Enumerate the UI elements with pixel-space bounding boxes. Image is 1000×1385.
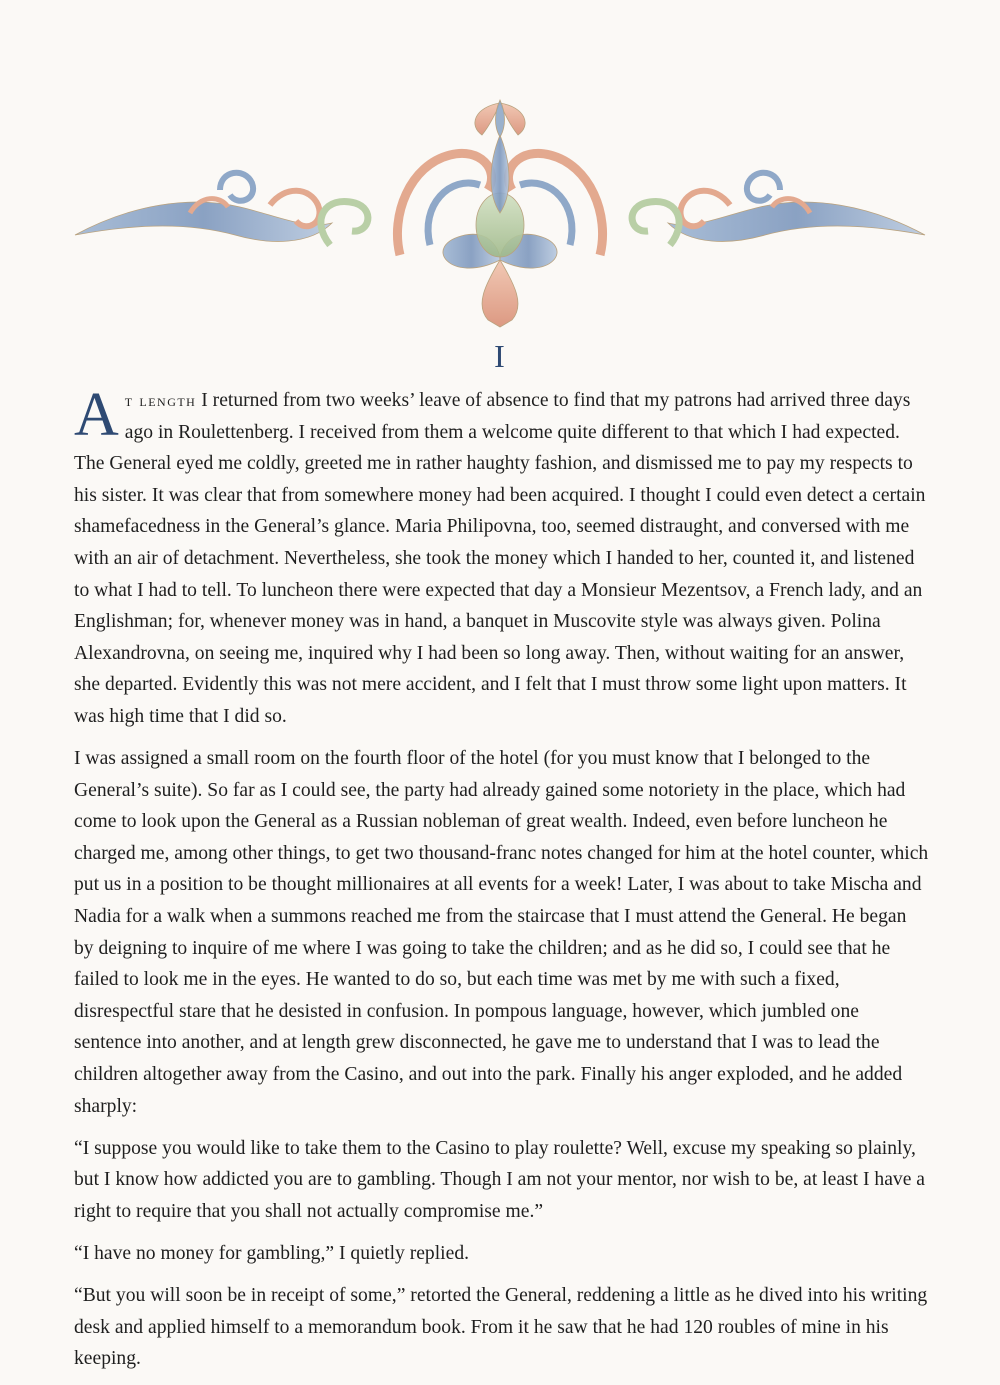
paragraph: “But you will soon be in receipt of some,” retorted the General, reddening a little as he dived into his writing desk and applied himself to a memorandum book. From it he saw that he had 120 roubles of mine in his keeping. [74,1285,928,1370]
paragraph: “I suppose you would like to take them to the Casino to play roulette? Well, excuse my speaking so plainly, but I know how addicted you are to gambling. Though I am not your mentor, nor wish to be, at least I have a right to require that you shall not actually compromise me.” [74,1137,925,1222]
chapter-text [74,381,930,1385]
paragraph: “I have no money for gambling,” I quietly replied. [74,1242,470,1264]
floral-ornament [70,95,930,335]
paragraph-text: I returned from two weeks’ leave of absence to find that my patrons had arrived three days ago in Roulettenberg. I received from them a welcome quite different to that which I had expected. The General eyed me coldly, greeted me in rather haughty fashion, and dismissed me to pay my respects to his sister. It was clear that from somewhere money had been acquired. I thought I could even detect a certain shamefacedness in the General’s glance. Maria Philipovna, too, seemed distraught, and conversed with me with an air of detachment. Nevertheless, she took the money which I handed to her, counted it, and listened to what I had to tell. To luncheon there were expected that day a Monsieur Mezentsov, a French lady, and an Englishman; for, whenever money was in hand, a banquet in Muscovite style was always given. Polina Alexandrovna, on seeing me, inquired why I had been so long away. Then, without waiting for an answer, she departed. Evidently this was not mere accident, and I felt that I must throw some light upon matters. It was high time that I did so. [74,390,926,727]
drop-cap: A [74,381,119,449]
lead-in: t length [124,391,197,410]
paragraph: I was assigned a small room on the fourth floor of the hotel (for you must know that I belonged to the General’s suite). So far as I could see, the party had already gained some notoriety in the place, which had come to look upon the General as a Russian nobleman of great wealth. Indeed, even before luncheon he charged me, among other things, to get two thousand-franc notes changed for him at the hotel counter, which put us in a position to be thought millionaires at all events for a week! Later, I was about to take Mischa and Nadia for a walk when a summons reached me from the staircase that I must attend the General. He began by deigning to inquire of me where I was going to take the children; and as he did so, I could see that he failed to look me in the eyes. He wanted to do so, but each time was met by me with such a fixed, disrespectful stare that he desisted in confusion. In pompous language, however, which jumbled one sentence into another, and at length grew disconnected, he gave me to understand that I was to lead the children altogether away from the Casino, and out into the park. Finally his anger exploded, and he added sharply: [74,748,929,1117]
chapter-number: I [494,338,506,374]
opening-paragraph [74,381,930,733]
